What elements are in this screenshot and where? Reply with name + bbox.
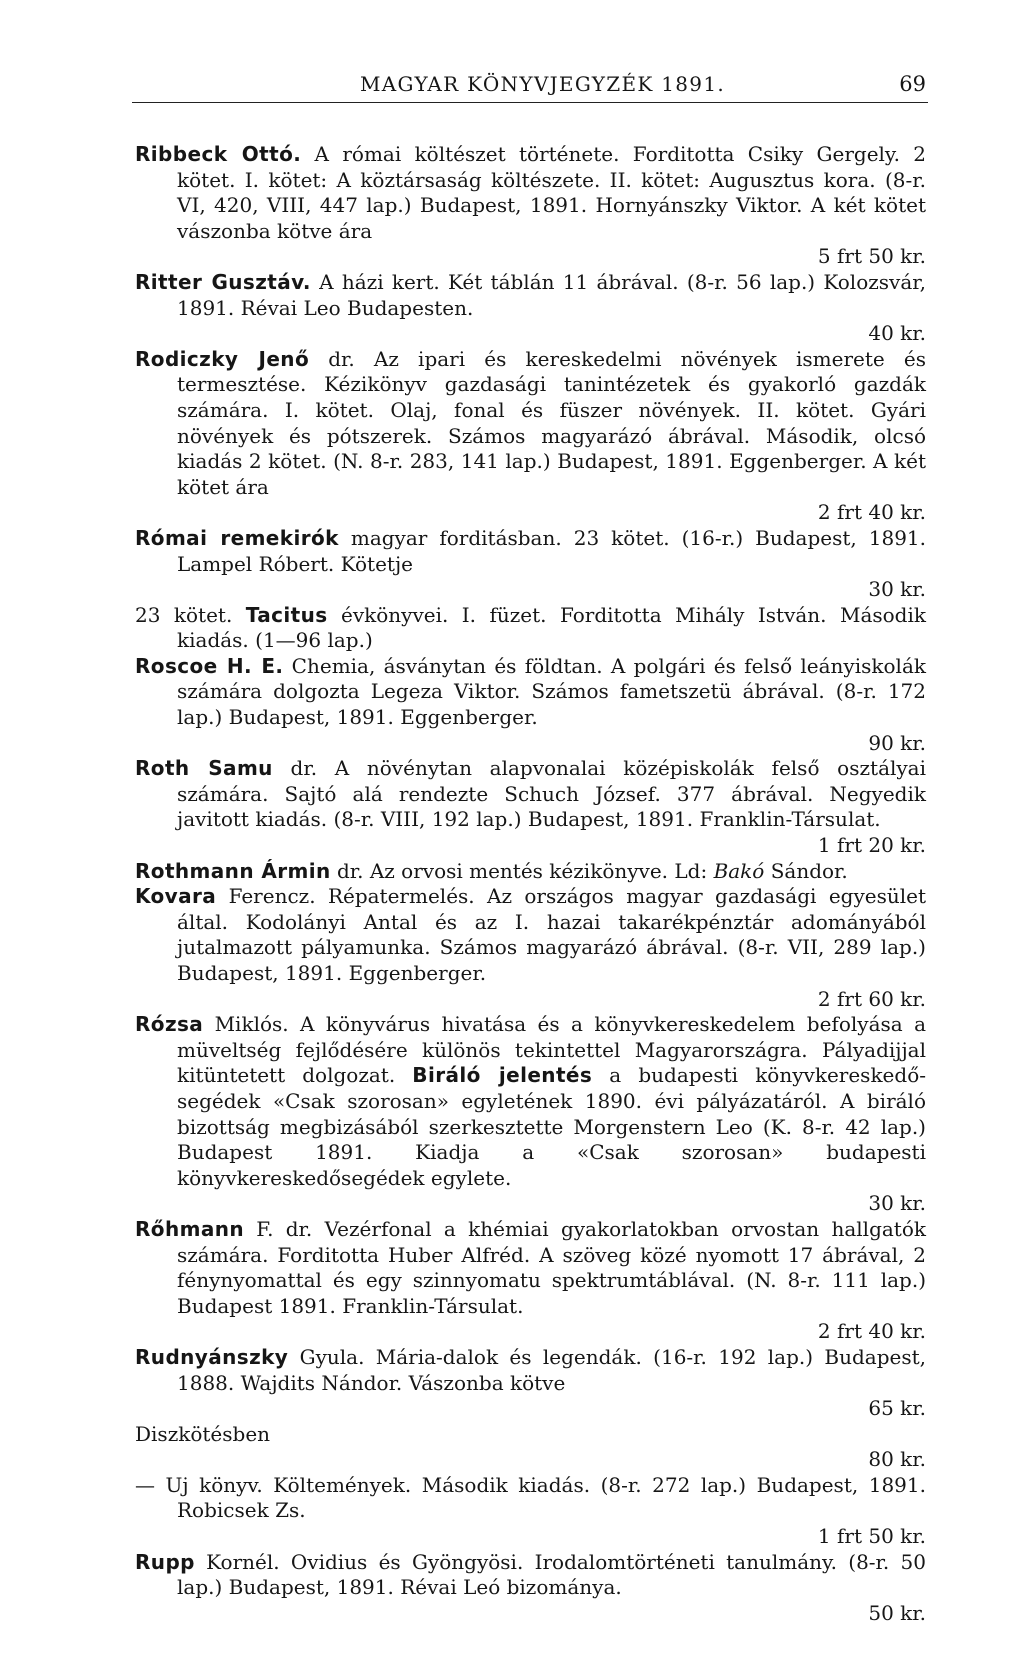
entry-heading: Ribbeck Ottó. [135,142,302,166]
entry-price: 5 frt 50 kr. [817,244,926,269]
entry-text: Sándor. [764,858,848,883]
entry-text: magyar forditásban. 23 kötet. (16-r.) Budapest, 1891. Lampel Róbert. Kötetje [177,525,927,576]
entry-price: 2 frt 40 kr. [817,1319,926,1344]
entry-price: 50 kr. [868,1600,926,1625]
entry-text: Diszkötésben [135,1421,271,1446]
entry-text: F. dr. Vezérfonal a khémiai gyakorlatokban orvostan hallgatók számára. Forditotta Huber Alfréd. A szöveg közé nyomott 17 ábrával, 2 fénynyomattal és egy szinnyomatu spektrumtáblával. (N. 8-r. 111 lap.) Budapest 1891. Franklin-Társulat. [177,1216,926,1318]
catalogue-entry [135,142,926,270]
entry-heading: Rőhmann [135,1216,244,1241]
catalogue-entry [135,1217,926,1345]
entry-price: 1 frt 20 kr. [817,833,926,858]
entry-heading: Roth Samu [135,756,273,781]
catalogue-entry [135,270,926,347]
entry-text: A római költészet története. Forditotta Csiky Gergely. 2 kötet. I. kötet: A köztársaság költészete. II. kötet: Augusztus kora. (8-r. VI, 420, VIII, 447 lap.) Budapest, 1891. Hornyánszky Viktor. A két kötet vászonba kötve ára [177,142,926,243]
entry-heading: Római remekirók [135,525,339,550]
catalogue-entry [135,526,926,603]
entry-heading: Roscoe H. E. [135,653,284,678]
catalogue-entry [135,859,926,885]
catalogue-entry [135,654,926,756]
catalogue-entry [135,884,926,1012]
entry-heading: Rothmann Ármin [135,858,331,883]
running-title: MAGYAR KÖNYVJEGYZÉK 1891. [360,72,725,96]
entry-price: 80 kr. [868,1447,926,1472]
entry-price: 90 kr. [868,730,926,755]
page-number: 69 [899,72,926,96]
catalogue-entry [135,347,926,526]
entry-text: dr. Az ipari és kereskedelmi növények ismerete és termesztése. Kézikönyv gazdasági tanintézetek és gyakorló gazdák számára. I. kötet. Olaj, fonal és füszer növények. II. kötet. Gyári növények és pótszerek. Számos magyarázó ábrával. Második, olcsó kiadás 2 kötet. (N. 8-r. 283, 141 lap.) Budapest, 1891. Eggenberger. A két kötet ára [177,346,926,499]
catalogue-entry [135,756,926,858]
entry-price: 40 kr. [868,321,926,346]
entry-text: dr. Az orvosi mentés kézikönyve. Ld: [330,858,714,883]
running-header [132,66,928,103]
entry-text: Chemia, ásványtan és földtan. A polgári és felső leányiskolák számára dolgozta Legeza Viktor. Számos fametszetü ábrával. (8-r. 172 lap.) Budapest, 1891. Eggenberger. [177,653,926,730]
entry-text: a budapesti könyvkereskedő-segédek «Csak szorosan» egyletének 1890. évi pályázatáról. A biráló bizottság megbizásából szerkesztette Morgenstern Leo (K. 8-r. 42 lap.) Budapest 1891. Kiadja a «Csak szorosan» budapesti könyvkereskedősegédek egylete. [177,1063,926,1190]
catalogue-entries [135,142,926,1626]
catalogue-entry [135,1345,926,1422]
entry-heading: Biráló jelentés [412,1063,593,1088]
entry-text: Gyula. Mária-dalok és legendák. (16-r. 192 lap.) Budapest, 1888. Wajdits Nándor. Vászonba kötve [177,1344,926,1395]
entry-heading: Rudnyánszky [135,1344,289,1369]
entry-reference: Bakó [713,858,765,883]
entry-price: 65 kr. [868,1396,926,1421]
entry-text: Miklós. A könyvárus hivatása és a könyvkereskedelem befolyása a müveltség fejlődésére különös tekintettel Magyarországra. Pályadijjal kitüntetett dolgozat. [177,1012,926,1088]
entry-text: Ferencz. Répatermelés. Az országos magyar gazdasági egyesület által. Kodolányi Antal és az I. hazai takarékpénztár adományából jutalmazott pályamunka. Számos magyarázó ábrával. (8-r. VII, 289 lap.) Budapest, 1891. Eggenberger. [177,884,926,985]
entry-heading: Rózsa [135,1012,204,1037]
entry-text: A házi kert. Két táblán 11 ábrával. (8-r. 56 lap.) Kolozsvár, 1891. Révai Leo Budapesten. [177,269,926,320]
entry-heading: Rupp [135,1549,195,1574]
entry-heading: Kovara [135,884,217,909]
entry-text: — Uj könyv. Költemények. Második kiadás. (8-r. 272 lap.) Budapest, 1891. Robicsek Zs. [135,1472,926,1523]
catalogue-entry [135,603,926,654]
entry-text: dr. A növénytan alapvonalai középiskolák felső osztályai számára. Sajtó alá rendezte Schuch József. 377 ábrával. Negyedik javitott kiadás. (8-r. VIII, 192 lap.) Budapest, 1891. Franklin-Társulat. [177,756,927,832]
catalogue-entry [135,1550,926,1627]
entry-text: Kornél. Ovidius és Gyöngyösi. Irodalomtörténeti tanulmány. (8-r. 50 lap.) Budapest, 1891. Révai Leó bizománya. [177,1549,926,1600]
entry-price: 2 frt 40 kr. [817,500,926,525]
catalogue-entry [135,1012,926,1217]
catalogue-entry [135,1473,926,1550]
entry-price: 30 kr. [868,577,926,602]
entry-heading: Ritter Gusztáv. [135,269,311,294]
entry-heading: Tacitus [245,602,328,627]
entry-price: 1 frt 50 kr. [817,1524,926,1549]
entry-price: 30 kr. [868,1191,926,1216]
catalogue-entry [135,1422,926,1473]
entry-heading: Rodiczky Jenő [135,346,310,371]
entry-text: 23 kötet. [135,602,246,627]
entry-text: évkönyvei. I. füzet. Forditotta Mihály István. Második kiadás. (1—96 lap.) [177,602,927,653]
entry-price: 2 frt 60 kr. [817,986,926,1011]
